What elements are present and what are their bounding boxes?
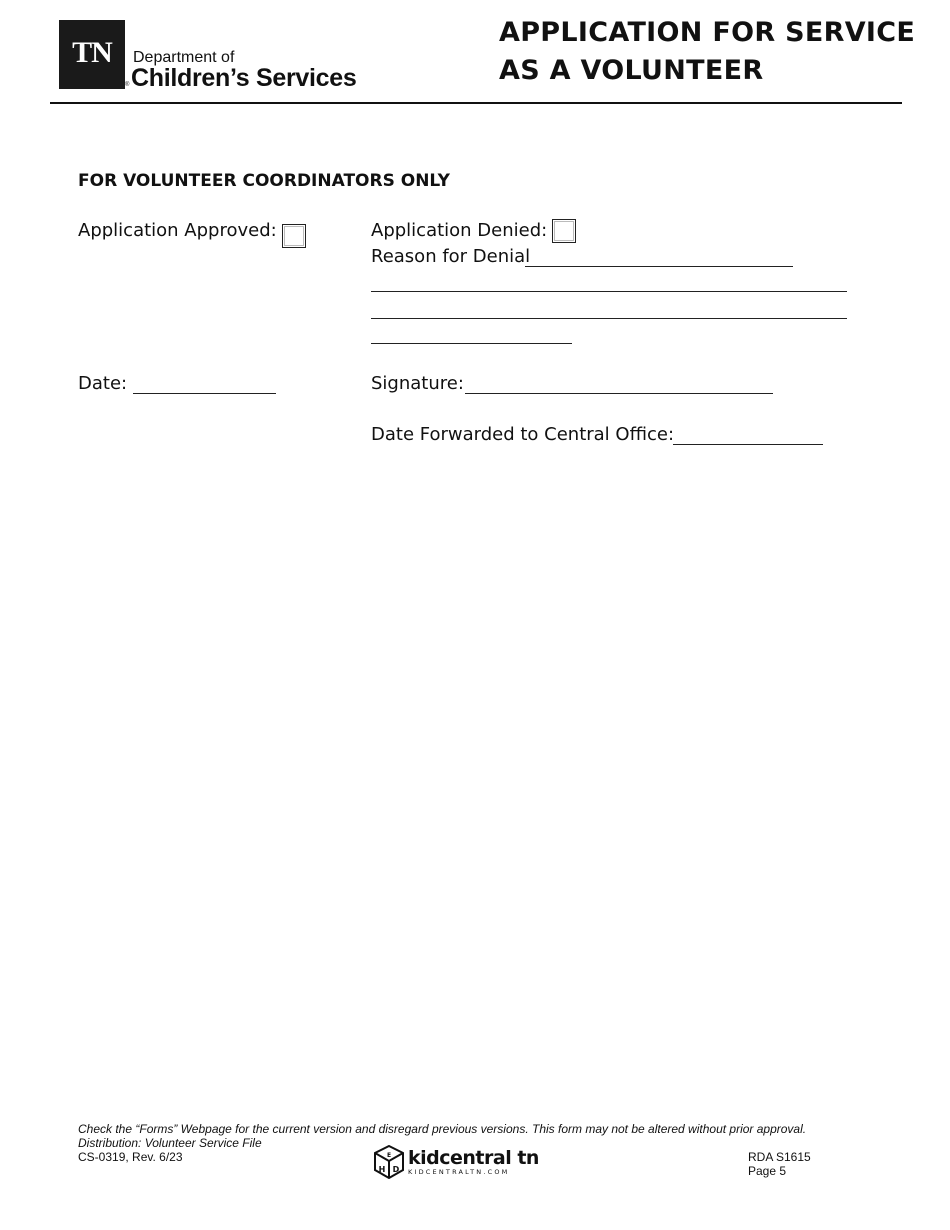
footer-distribution: Distribution: Volunteer Service File	[78, 1136, 262, 1150]
footer-page-number: Page 5	[748, 1164, 787, 1178]
footer-notice: Check the “Forms” Webpage for the current version and disregard previous versions. This form may not be altered without prior approval.	[78, 1122, 807, 1136]
kidcentral-logo	[373, 1145, 539, 1179]
signature-input-line[interactable]	[465, 393, 773, 394]
date-forwarded-input-line[interactable]	[673, 444, 823, 445]
page-title	[499, 14, 915, 90]
reason-input-line-1[interactable]	[525, 266, 793, 267]
department-label: Department of	[133, 49, 235, 66]
reason-input-line-3[interactable]	[371, 318, 847, 319]
approved-label: Application Approved:	[78, 220, 277, 241]
page-title-line1: APPLICATION FOR SERVICE	[499, 17, 916, 48]
denied-checkbox[interactable]	[552, 219, 576, 243]
tn-logo	[59, 20, 125, 86]
denied-label: Application Denied:	[371, 220, 548, 241]
reason-input-line-2[interactable]	[371, 291, 847, 292]
kidcentral-brand-name: kidcentral tn	[408, 1147, 539, 1169]
approved-checkbox[interactable]	[282, 224, 306, 248]
reason-input-line-4[interactable]	[371, 343, 572, 344]
svg-text:H: H	[378, 1165, 386, 1174]
department-name: Children’s Services	[131, 64, 357, 92]
footer-rda: RDA S1615	[748, 1150, 811, 1164]
header-divider	[50, 102, 902, 104]
reason-label: Reason for Denial	[371, 246, 531, 267]
footer-form-number: CS-0319, Rev. 6/23	[78, 1150, 183, 1164]
registered-mark-icon: ®	[125, 82, 130, 88]
page-title-line2: AS A VOLUNTEER	[499, 55, 764, 86]
tn-logo-underline	[59, 86, 125, 89]
kidcentral-cube-icon	[373, 1145, 405, 1179]
kidcentral-brand-url: KIDCENTRALTN.COM	[408, 1168, 510, 1176]
svg-text:D: D	[392, 1165, 400, 1174]
date-label: Date:	[78, 373, 128, 394]
tn-logo-text: TN	[72, 36, 112, 69]
signature-label: Signature:	[371, 373, 464, 394]
date-forwarded-label: Date Forwarded to Central Office:	[371, 424, 675, 445]
date-input-line[interactable]	[133, 393, 276, 394]
section-heading: FOR VOLUNTEER COORDINATORS ONLY	[78, 171, 450, 191]
svg-text:E: E	[386, 1152, 392, 1159]
